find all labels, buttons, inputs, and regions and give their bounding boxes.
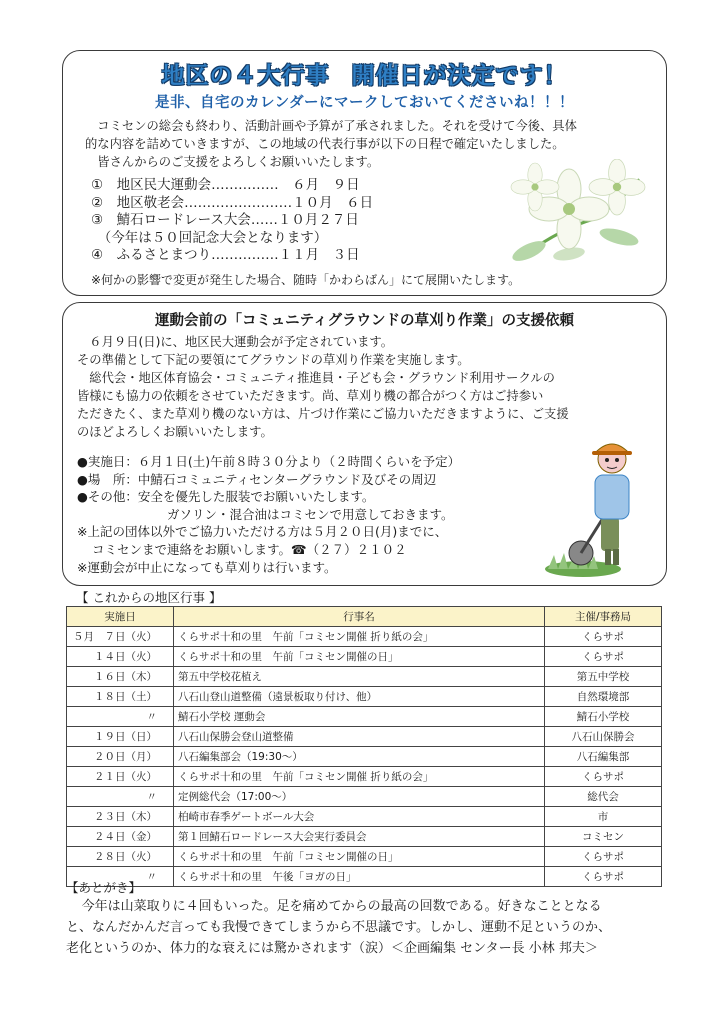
row-event: 八石山登山道整備（遠景板取り付け、他）	[174, 687, 545, 707]
row-event: くらサポ十和の里 午前「コミセン開催の日」	[174, 647, 545, 667]
event-announcement-box	[62, 50, 667, 296]
afterword-line: 老化というのか、体力的な衰えには驚かされます（涙）＜企画編集 センター長 小林 邦夫＞	[66, 941, 598, 956]
schedule-caption: 【 これからの地区行事 】	[76, 590, 222, 605]
row-date: ２３日（木）	[67, 807, 174, 827]
detail-contact: ※上記の団体以外でご協力いただける方は５月２０日(月)までに、	[77, 524, 448, 540]
main-title-part2: 開催日が決定です！	[351, 63, 568, 89]
afterword-line: と、なんだかんだ言っても我慢できてしまうから不思議です。しかし、運動不足というのか、	[66, 920, 611, 935]
body-line: 総代会・地区体育協会・コミュニティ推進員・子ども会・グラウンド利用サークルの	[77, 371, 555, 385]
row-date: 〃	[67, 867, 174, 887]
body-line: ６月９日(日)に、地区民大運動会が予定されています。	[77, 335, 394, 349]
detail-other: ●その他：安全を優先した服装でお願いいたします。	[77, 489, 375, 505]
row-date: ２８日（火）	[67, 847, 174, 867]
main-subtitle: 是非、自宅のカレンダーにマークしておいてくださいね！！！	[154, 95, 575, 111]
table-row	[67, 807, 662, 827]
mowing-details	[77, 453, 537, 576]
mowing-request-box	[62, 302, 667, 586]
row-org: くらサポ	[545, 627, 662, 647]
row-org: 八石山保勝会	[545, 727, 662, 747]
main-title-part1: 地区の４大行事	[161, 63, 330, 89]
major-events-list	[91, 177, 451, 265]
row-date: １９日（日）	[67, 727, 174, 747]
table-row	[67, 767, 662, 787]
schedule-body	[67, 627, 662, 887]
row-org: くらサポ	[545, 867, 662, 887]
row-org: コミセン	[545, 827, 662, 847]
event-item: ③ 鯖石ロードレース大会……１０月２７日	[91, 212, 359, 228]
row-event: 八石山保勝会登山道整備	[174, 727, 545, 747]
row-date: 〃	[67, 787, 174, 807]
row-org: くらサポ	[545, 647, 662, 667]
event-item: ④ ふるさとまつり……………１１月 ３日	[91, 247, 360, 263]
table-row	[67, 667, 662, 687]
main-title	[63, 57, 666, 90]
table-row	[67, 627, 662, 647]
row-org: 八石編集部	[545, 747, 662, 767]
body-line: 皆様にも協力の依頼をさせていただきます。尚、草刈り機の都合がつく方はご持参い	[77, 389, 544, 403]
detail-date: ●実施日：６月１日(土)午前８時３０分より（２時間くらいを予定）	[77, 454, 461, 469]
row-event: 柏崎市春季ゲートボール大会	[174, 807, 545, 827]
table-row	[67, 747, 662, 767]
detail-other-2: ガソリン・混合油はコミセンで用意しておきます。	[167, 506, 454, 522]
row-date: １６日（木）	[67, 667, 174, 687]
detail-contact-phone: コミセンまで連絡をお願いします。☎（２７）２１０２	[92, 541, 407, 557]
row-date: 〃	[67, 707, 174, 727]
row-date: ２０日（月）	[67, 747, 174, 767]
intro-line: 皆さんからのご支援をよろしくお願いいたします。	[85, 155, 380, 169]
schedule-table	[66, 606, 662, 887]
table-row	[67, 647, 662, 667]
row-org: 第五中学校	[545, 667, 662, 687]
row-event: 鯖石小学校 運動会	[174, 707, 545, 727]
change-note: ※何かの影響で変更が発生した場合、随時「かわらばん」にて展開いたします。	[91, 273, 521, 287]
body-line: その準備として下記の要領にてグラウンドの草刈り作業を実施します。	[77, 353, 470, 367]
table-row	[67, 707, 662, 727]
row-event: 第１回鯖石ロードレース大会実行委員会	[174, 827, 545, 847]
event-item: （今年は５０回記念大会となります）	[91, 229, 328, 246]
header-event: 行事名	[174, 607, 545, 627]
event-item: ② 地区敬老会……………………１０月 ６日	[91, 194, 374, 211]
afterword-text	[66, 896, 666, 959]
row-org: 自然環境部	[545, 687, 662, 707]
row-org: くらサポ	[545, 767, 662, 787]
afterword-title: 【あとがき】	[66, 880, 142, 895]
table-row	[67, 727, 662, 747]
row-date: ２１日（火）	[67, 767, 174, 787]
row-event: くらサポ十和の里 午後「ヨガの日」	[174, 867, 545, 887]
header-org: 主催/事務局	[545, 607, 662, 627]
row-event: 八石編集部会（19:30～）	[174, 747, 545, 767]
row-org: くらサポ	[545, 847, 662, 867]
body-line: ただきたく、また草刈り機のない方は、片づけ作業にご協力いただきますように、ご支援	[77, 407, 569, 421]
intro-line: コミセンの総会も終わり、活動計画や予算が了承されました。それを受けて今後、具体	[85, 119, 577, 133]
row-event: 定例総代会（17:00～）	[174, 787, 545, 807]
table-row	[67, 687, 662, 707]
table-header-row	[67, 607, 662, 627]
table-row	[67, 847, 662, 867]
intro-line: 的な内容を詰めていきますが、この地域の代表行事が以下の日程で確定いたしました。	[85, 137, 565, 151]
body-line: のほどよろしくお願いいたします。	[77, 425, 273, 439]
detail-rain-note: ※運動会が中止になっても草刈りは行います。	[77, 559, 337, 575]
row-org: 総代会	[545, 787, 662, 807]
row-org: 市	[545, 807, 662, 827]
row-org: 鯖石小学校	[545, 707, 662, 727]
mowing-title: 運動会前の「コミュニティグラウンドの草刈り作業」の支援依頼	[154, 313, 575, 329]
row-event: くらサポ十和の里 午前「コミセン開催 折り紙の会」	[174, 627, 545, 647]
row-event: 第五中学校花植え	[174, 667, 545, 687]
row-date: １４日（火）	[67, 647, 174, 667]
mowing-body	[77, 333, 652, 441]
dogwood-flower-icon	[499, 159, 649, 271]
header-date: 実施日	[67, 607, 174, 627]
detail-place: ●場 所：中鯖石コミュニティセンターグラウンド及びその周辺	[77, 471, 437, 487]
table-row	[67, 787, 662, 807]
row-date: ５月 ７日（火）	[67, 627, 174, 647]
row-date: １８日（土）	[67, 687, 174, 707]
event-item: ① 地区民大運動会…………… ６月 ９日	[91, 177, 360, 193]
row-date: ２４日（金）	[67, 827, 174, 847]
grass-cutter-man-icon	[543, 429, 653, 579]
row-event: くらサポ十和の里 午前「コミセン開催 折り紙の会」	[174, 767, 545, 787]
afterword-line: 今年は山菜取りに４回もいった。足を痛めてからの最高の回数である。好きなこととなる	[81, 899, 602, 914]
row-event: くらサポ十和の里 午前「コミセン開催の日」	[174, 847, 545, 867]
table-row	[67, 867, 662, 887]
table-row	[67, 827, 662, 847]
